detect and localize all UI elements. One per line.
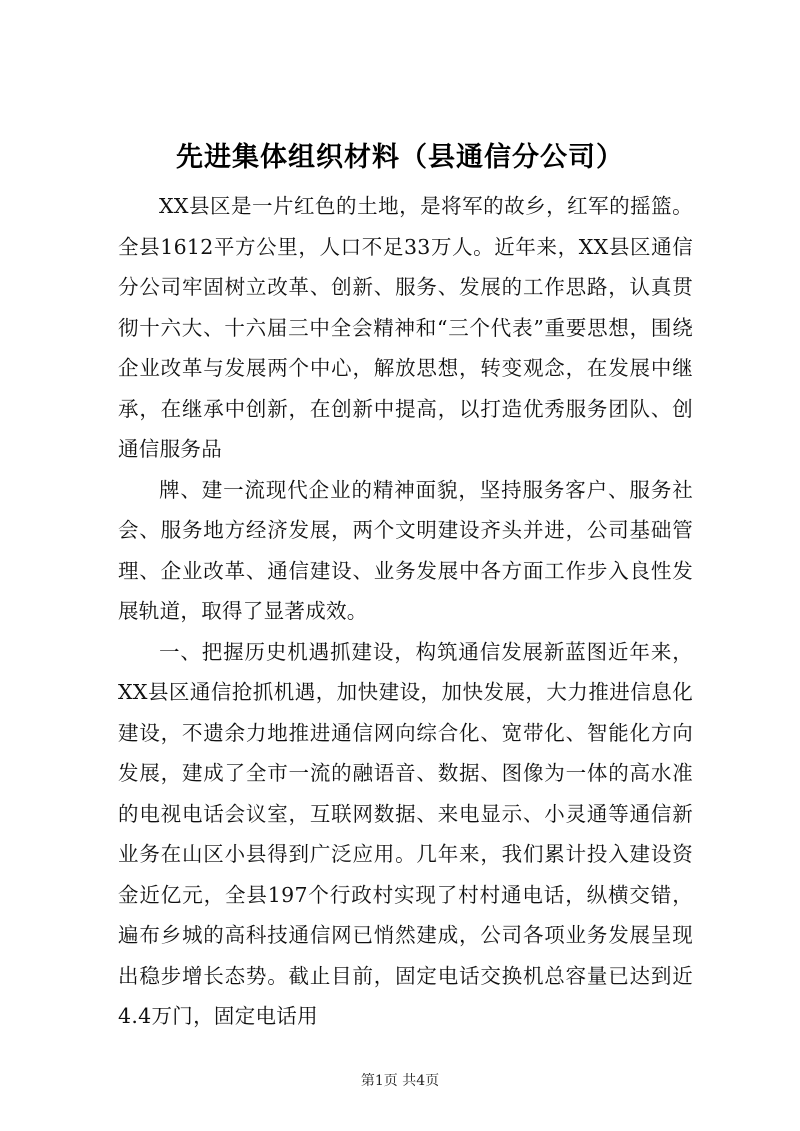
paragraph-3: 一、把握历史机遇抓建设，构筑通信发展新蓝图近年来，XX县区通信抢抓机遇，加快建设，加快发展，大力推进信息化建设，不遗余力地推进通信网向综合化、宽带化、智能化方向发展，建成了全市一流的融语音、数据、图像为一体的高水准的电视电话会议室，互联网数据、来电显示、小灵通等通信新业务在山区小县得到广泛应用。几年来，我们累计投入建设资金近亿元，全县197个行政村实现了村村通电话，纵横交错，遍布乡城的高科技通信网已悄然建成，公司各项业务发展呈现出稳步增长态势。截止目前，固定电话交换机总容量已达到近4.4万门，固定电话用 [118, 639, 693, 1028]
page-number-footer: 第1页 共4页 [360, 1073, 440, 1089]
paragraph-2: 牌、建一流现代企业的精神面貌，坚持服务客户、服务社会、服务地方经济发展，两个文明建设齐头并进，公司基础管理、企业改革、通信建设、业务发展中各方面工作步入良性发展轨道，取得了显著成效。 [118, 477, 693, 623]
paragraph-1: XX县区是一片红色的土地，是将军的故乡，红军的摇篮。全县1612平方公里，人口不足33万人。近年来，XX县区通信分公司牢固树立改革、创新、服务、发展的工作思路，认真贯彻十六大、十六届三中全会精神和“三个代表”重要思想，围绕企业改革与发展两个中心，解放思想，转变观念，在发展中继承，在继承中创新，在创新中提高，以打造优秀服务团队、创通信服务品 [118, 194, 693, 461]
document-title: 先进集体组织材料（县通信分公司） [176, 142, 624, 173]
document-body [118, 186, 693, 1037]
